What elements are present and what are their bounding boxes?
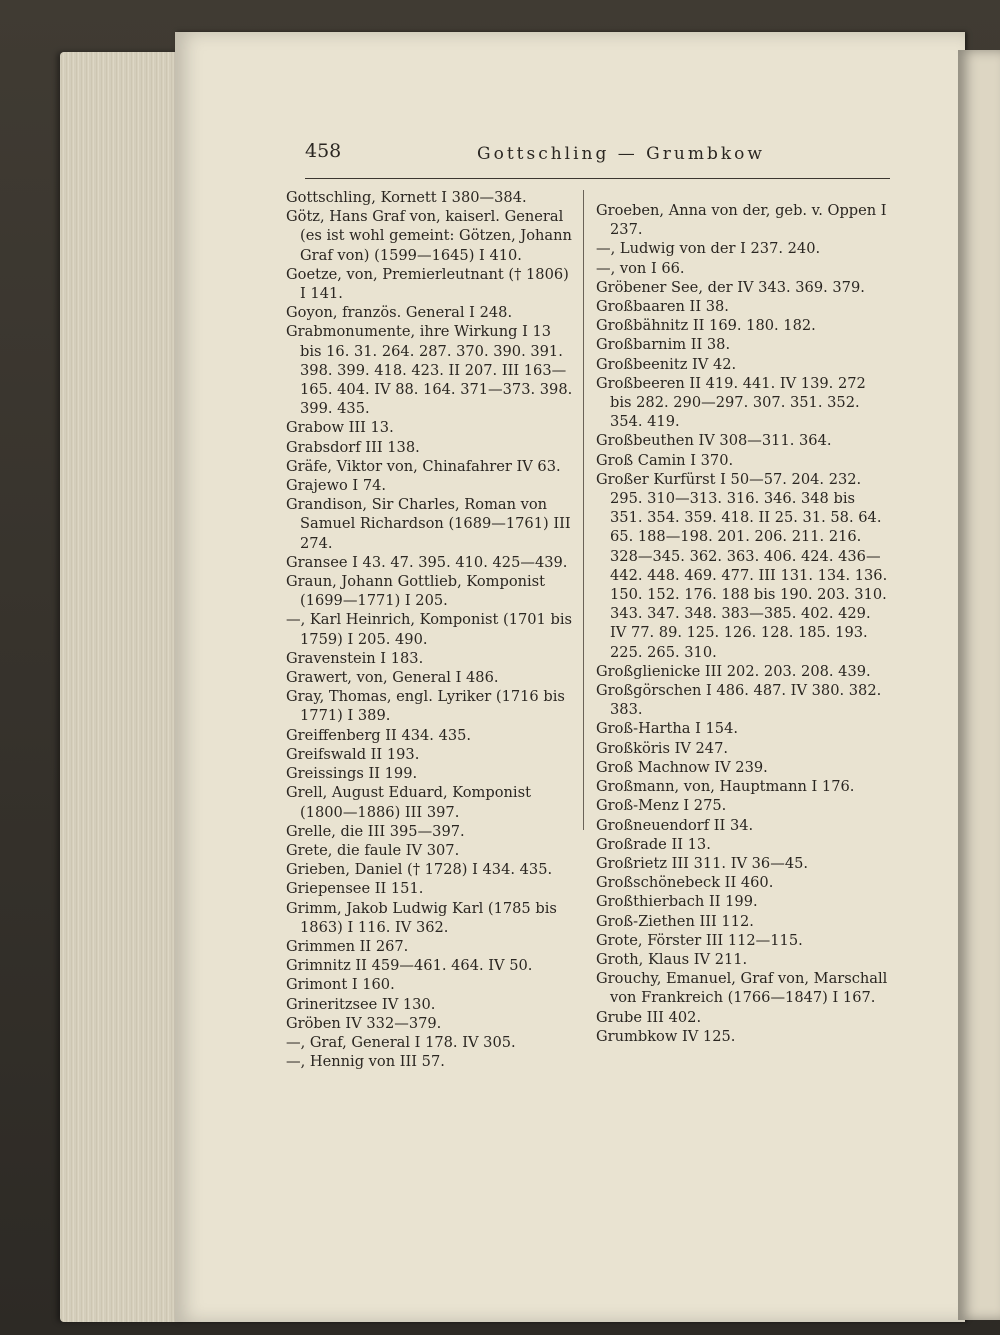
index-entry: Großer Kurfürst I 50—57. 204. 232. 295. 310—313. 316. 346. 348 bis 351. 354. 359. 418. II 25. 31. 58. 64. 65. 188—198. 201. 206. 211. 216. 328—345. 362. 363. 406. 424. 436—442. 448. 469. 477. III 131. 134. 136. 150. 152. 176. 188 bis 190. 203. 310. 343. 347. 348. 383—385. 402. 429. IV 77. 89. 125. 126. 128. 185. 193. 225. 265. 310. bbox=[596, 470, 888, 661]
index-entry: Großneuendorf II 34. bbox=[596, 816, 754, 834]
index-entry: Greifswald II 193. bbox=[286, 745, 420, 763]
index-entry: Großbarnim II 38. bbox=[596, 336, 731, 354]
index-entry: Groß Camin I 370. bbox=[596, 451, 734, 469]
index-column-right bbox=[596, 201, 888, 1046]
index-entry: Grete, die faule IV 307. bbox=[286, 841, 460, 859]
index-entry: Großbeeren II 419. 441. IV 139. 272 bis 282. 290—297. 307. 351. 352. 354. 419. bbox=[596, 374, 866, 431]
index-entry: Großglienicke III 202. 203. 208. 439. bbox=[596, 662, 871, 680]
index-entry: Groß Machnow IV 239. bbox=[596, 758, 768, 776]
index-entry: Grelle, die III 395—397. bbox=[286, 822, 465, 840]
index-entry: Grajewo I 74. bbox=[286, 477, 387, 495]
index-entry: Grumbkow IV 125. bbox=[596, 1027, 736, 1045]
index-entry: Großbähnitz II 169. 180. 182. bbox=[596, 317, 816, 335]
index-entry: Groeben, Anna von der, geb. v. Oppen I 237. bbox=[596, 202, 887, 239]
index-entry: Gransee I 43. 47. 395. 410. 425—439. bbox=[286, 553, 568, 571]
index-entry: Großköris IV 247. bbox=[596, 739, 729, 757]
page-header bbox=[305, 140, 890, 179]
index-entry: Grabsdorf III 138. bbox=[286, 438, 420, 456]
index-entry: Gräfe, Viktor von, Chinafahrer IV 63. bbox=[286, 457, 561, 475]
index-entry: Griepensee II 151. bbox=[286, 880, 424, 898]
index-entry: Grimnitz II 459—461. 464. IV 50. bbox=[286, 957, 533, 975]
index-entry: Grimmen II 267. bbox=[286, 937, 409, 955]
index-entry: —, von I 66. bbox=[596, 259, 685, 277]
column-divider bbox=[583, 190, 584, 830]
index-entry: Grimont I 160. bbox=[286, 976, 395, 994]
index-entry: Großbeuthen IV 308—311. 364. bbox=[596, 432, 832, 450]
index-entry: Grube III 402. bbox=[596, 1008, 702, 1026]
index-entry: Graun, Johann Gottlieb, Komponist (1699—1771) I 205. bbox=[286, 573, 546, 610]
index-entry: Gottschling, Kornett I 380—384. bbox=[286, 189, 527, 206]
index-entry: Gröbener See, der IV 343. 369. 379. bbox=[596, 278, 865, 296]
index-entry: Großrade II 13. bbox=[596, 835, 711, 853]
book-page-edges bbox=[60, 52, 180, 1322]
index-entry: Großbaaren II 38. bbox=[596, 298, 729, 316]
index-entry: Greissings II 199. bbox=[286, 765, 418, 783]
index-entry: Grandison, Sir Charles, Roman von Samuel Richardson (1689—1761) III 274. bbox=[286, 496, 571, 552]
index-entry: —, Hennig von III 57. bbox=[286, 1053, 445, 1071]
index-entry: Groß-Hartha I 154. bbox=[596, 720, 739, 738]
index-entry: Greiffenberg II 434. 435. bbox=[286, 726, 472, 744]
index-entry: Gray, Thomas, engl. Lyriker (1716 bis 1771) I 389. bbox=[286, 688, 565, 725]
index-entry: Groß-Menz I 275. bbox=[596, 797, 727, 815]
index-entry: Groß-Ziethen III 112. bbox=[596, 912, 754, 930]
page-number: 458 bbox=[305, 140, 342, 162]
running-head: Gottschling — Grumbkow bbox=[477, 144, 765, 164]
index-entry: —, Ludwig von der I 237. 240. bbox=[596, 240, 821, 258]
index-entry: Gröben IV 332—379. bbox=[286, 1014, 442, 1032]
index-entry: Groth, Klaus IV 211. bbox=[596, 950, 748, 968]
index-entry: Großbeenitz IV 42. bbox=[596, 355, 737, 373]
index-entry: Großgörschen I 486. 487. IV 380. 382. 383. bbox=[596, 682, 882, 719]
index-entry: Grieben, Daniel († 1728) I 434. 435. bbox=[286, 861, 553, 879]
index-entry: Grouchy, Emanuel, Graf von, Marschall von Frankreich (1766—1847) I 167. bbox=[596, 970, 888, 1007]
index-column-left bbox=[286, 188, 576, 1071]
index-entry: Grineritzsee IV 130. bbox=[286, 995, 436, 1013]
index-entry: Großthierbach II 199. bbox=[596, 893, 758, 911]
index-entry: Grote, Förster III 112—115. bbox=[596, 931, 803, 949]
index-entry: Grell, August Eduard, Komponist (1800—1886) III 397. bbox=[286, 784, 531, 821]
index-entry: Gravenstein I 183. bbox=[286, 649, 424, 667]
index-entry: —, Graf, General I 178. IV 305. bbox=[286, 1033, 516, 1051]
index-entry: Grimm, Jakob Ludwig Karl (1785 bis 1863) I 116. IV 362. bbox=[286, 899, 557, 936]
index-entry: Großrietz III 311. IV 36—45. bbox=[596, 854, 809, 872]
index-entry: Großmann, von, Hauptmann I 176. bbox=[596, 778, 855, 796]
index-entry: Grabmonumente, ihre Wirkung I 13 bis 16. 31. 264. 287. 370. 390. 391. 398. 399. 418. 423. II 207. III 163—165. 404. IV 88. 164. 371—373. 398. 399. 435. bbox=[286, 323, 573, 418]
index-entry: —, Karl Heinrich, Komponist (1701 bis 1759) I 205. 490. bbox=[286, 611, 572, 648]
index-entry: Goyon, französ. General I 248. bbox=[286, 304, 513, 322]
index-entry: Götz, Hans Graf von, kaiserl. General (es ist wohl gemeint: Götzen, Johann Graf von) (1599—1645) I 410. bbox=[286, 208, 572, 264]
index-entry: Goetze, von, Premierleutnant († 1806) I 141. bbox=[286, 265, 569, 303]
index-entry: Grabow III 13. bbox=[286, 419, 394, 437]
facing-page-edge bbox=[958, 50, 1000, 1320]
index-entry: Großschönebeck II 460. bbox=[596, 874, 774, 892]
index-entry: Grawert, von, General I 486. bbox=[286, 669, 499, 687]
